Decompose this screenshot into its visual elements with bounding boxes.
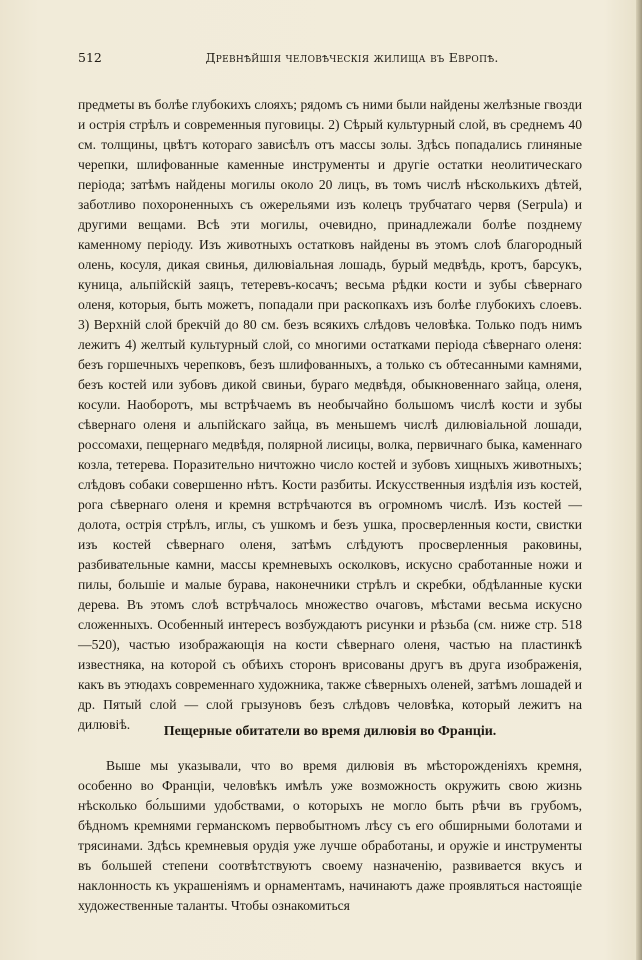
body-text-bottom xyxy=(78,756,582,916)
body-text-top xyxy=(78,95,582,735)
paragraph: Выше мы указывали, что во время дилювія въ мѣсторожденіяхъ кремня, особенно во Франціи, человѣкъ имѣлъ уже возможность окружить свою жизнь нѣсколько бо́льшими удобствами, о которыхъ не могло быть рѣчи въ грубомъ, бѣдномъ кремнями германскомъ первобытномъ лѣсу съ его обширными болотами и трясинами. Здѣсь кремневыя орудія уже лучше обработаны, и оружіе и инструменты въ большей степени соотвѣтствуютъ своему назначенію, развивается вкусъ и наклонность къ украшеніямъ и орнаментамъ, начинаютъ даже проявляться настоящіе художественные таланты. Чтобы ознакомиться xyxy=(78,758,582,913)
section-heading: Пещерные обитатели во время дилювія во Франціи. xyxy=(163,724,497,739)
running-title: Древнѣйшія человѣческія жилища въ Европѣ. xyxy=(205,50,499,65)
paragraph: предметы въ болѣе глубокихъ слояхъ; рядомъ съ ними были найдены желѣзные гвозди и острія стрѣлъ и современныя пуговицы. 2) Сѣрый культурный слой, въ среднемъ 40 см. толщины, цвѣтъ котораго зависѣлъ отъ массы золы. Здѣсь попадались глиняные черепки, шлифованные каменные инструменты и другіе остатки неолитическаго періода; затѣмъ найдены могилы около 20 лицъ, въ томъ числѣ нѣсколькихъ дѣтей, заботливо похороненныхъ съ ожерельями изъ колецъ трубчатаго червя (Serpula) и другими вещами. Всѣ эти могилы, очевидно, принадлежали болѣе позднему каменному періоду. Изъ животныхъ остатковъ найдены въ этомъ слоѣ благородный олень, косуля, дикая свинья, дилювіальная лошадь, бурый медвѣдь, кротъ, барсукъ, куница, альпійскій заяцъ, тетеревъ-косачъ; весьма рѣдки кости и зубы сѣвернаго оленя, которыя, быть можетъ, попадали при раскопкахъ изъ болѣе глубокихъ слоевъ. 3) Верхній слой брекчій до 80 см. безъ всякихъ слѣдовъ человѣка. Только подъ нимъ лежитъ 4) желтый культурный слой, со многими остатками періода сѣвернаго оленя: безъ горшечныхъ черепковъ, безъ шлифованныхъ, а только съ обтесанными камнями, безъ костей или зубовъ дикой свиньи, бураго медвѣдя, обыкновеннаго зайца, оленя, косули. Наоборотъ, мы встрѣчаемъ въ необычайно большомъ числѣ кости и зубы сѣвернаго оленя и альпійскаго зайца, въ меньшемъ числѣ дилювіальной лошади, россомахи, пещернаго медвѣдя, полярной лисицы, волка, первичнаго быка, каменнаго козла, тетерева. Поразительно ничтожно число костей и зубовъ хищныхъ животныхъ; слѣдовъ собаки совершенно нѣтъ. Кости разбиты. Искусственныя издѣлія изъ костей, рога сѣвернаго оленя и кремня встрѣчаются въ огромномъ числѣ. Изъ костей — долота, острія стрѣлъ, иглы, съ ушкомъ и безъ ушка, просверленныя кости, свистки изъ костей сѣвернаго оленя, затѣмъ слѣдуютъ просверленныя раковины, разбивательные камни, массы кремневыхъ осколковъ, искусно сработанные ножи и пилы, большіе и малые бурава, наконечники стрѣлъ и скребки, обдѣланные куски дерева. Въ этомъ слоѣ встрѣчалось множество очаговъ, мѣстами весьма искусно сложенныхъ. Особенный интересъ возбуждаютъ рисунки и рѣзьба (см. ниже стр. 518—520), частью изображающія на кости сѣвернаго оленя, частью на пластинкѣ известняка, на которой съ обѣихъ сторонъ врисованы другъ въ друга изображенія, какъ въ этюдахъ современнаго художника, также сѣверныхъ оленей, затѣмъ лошадей и др. Пятый слой — слой грызуновъ безъ слѣдовъ человѣка, который лежитъ на дилювіѣ. xyxy=(78,97,582,732)
page-header xyxy=(78,50,582,70)
page-number: 512 xyxy=(78,50,102,65)
page-spine-shadow xyxy=(636,0,642,960)
